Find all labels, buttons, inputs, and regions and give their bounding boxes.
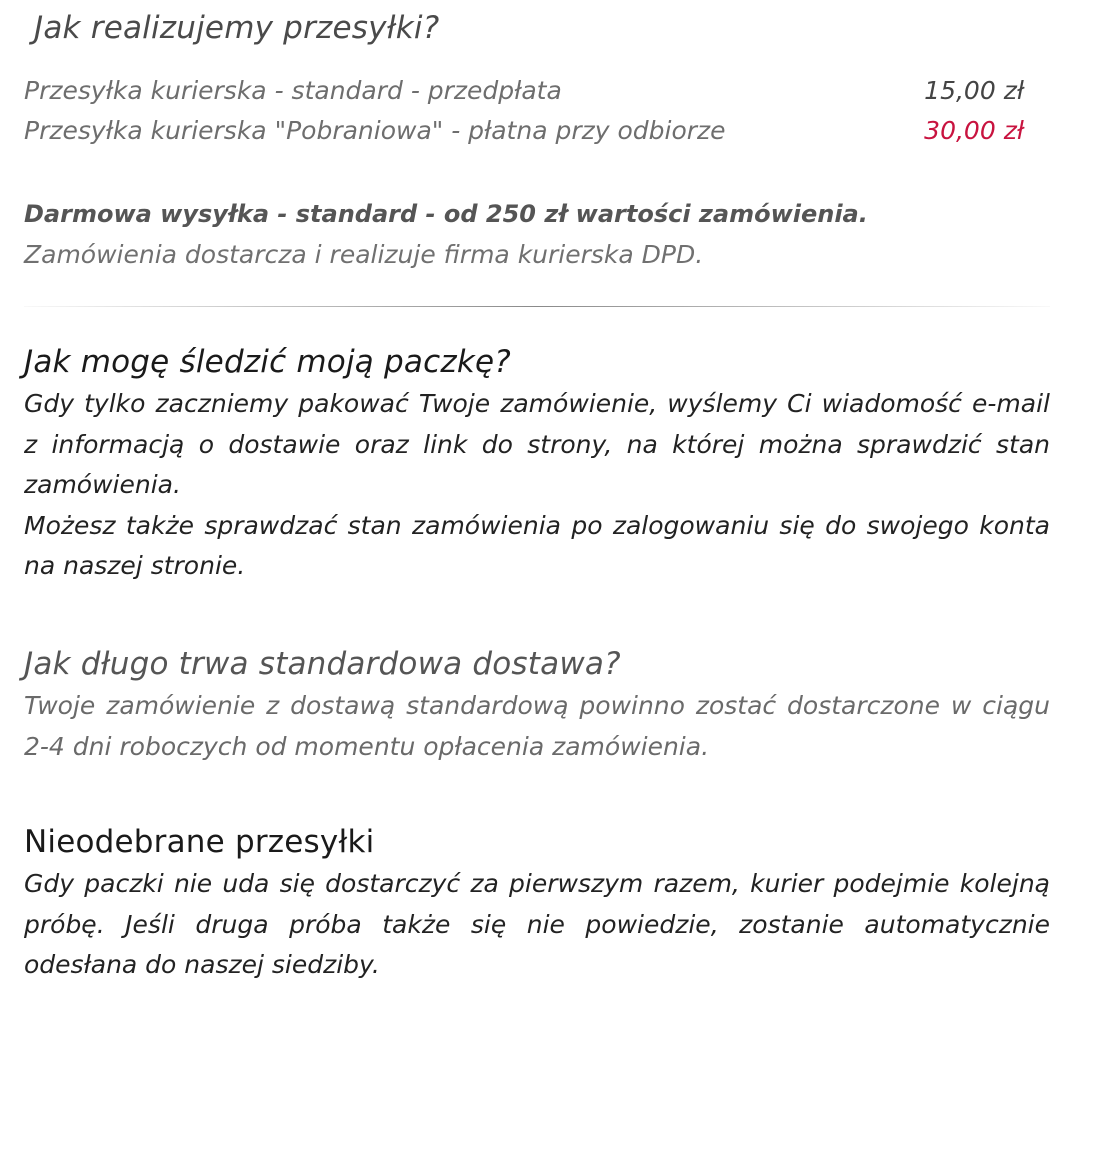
shipping-section-title: Jak realizujemy przesyłki? (34, 10, 440, 46)
shipping-option-price: 15,00 zł (924, 76, 1024, 105)
shipping-option-name: Przesyłka kurierska - standard - przedpłata (24, 76, 562, 105)
delivery-time-title: Jak długo trwa standardowa dostawa? (24, 646, 621, 682)
free-shipping-note: Darmowa wysyłka - standard - od 250 zł wartości zamówienia. (24, 200, 868, 228)
section-divider (24, 306, 1050, 307)
carrier-note: Zamówienia dostarcza i realizuje firma kurierska DPD. (24, 240, 704, 269)
delivery-time-text: Twoje zamówienie z dostawą standardową powinno zostać dostarczone w ciągu 2-4 dni roboczych od momentu opłacenia zamówienia. (24, 691, 1050, 761)
tracking-paragraph-2: Możesz także sprawdzać stan zamówienia po zalogowaniu się do swojego konta na naszej stronie. (24, 510, 1050, 580)
tracking-section (24, 340, 1050, 587)
shipping-option-name: Przesyłka kurierska "Pobraniowa" - płatna przy odbiorze (24, 116, 726, 145)
tracking-paragraph-1: Gdy tylko zaczniemy pakować Twoje zamówienie, wyślemy Ci wiadomość e-mail z informacją o dostawie oraz link do strony, na której można sprawdzić stan zamówienia. (24, 389, 1050, 499)
shipping-option-price: 30,00 zł (924, 116, 1024, 145)
tracking-section-title: Jak mogę śledzić moją paczkę? (24, 344, 511, 380)
unclaimed-text: Gdy paczki nie uda się dostarczyć za pierwszym razem, kurier podejmie kolejną próbę. Jeśli druga próba także się nie powiedzie, zostanie automatycznie odesłana do naszej siedziby. (24, 869, 1050, 979)
unclaimed-title: Nieodebrane przesyłki (24, 824, 375, 860)
unclaimed-section (24, 820, 1050, 986)
delivery-time-section (24, 642, 1050, 767)
shipping-option-cod (24, 111, 1024, 151)
shipping-option-standard (24, 71, 1024, 111)
